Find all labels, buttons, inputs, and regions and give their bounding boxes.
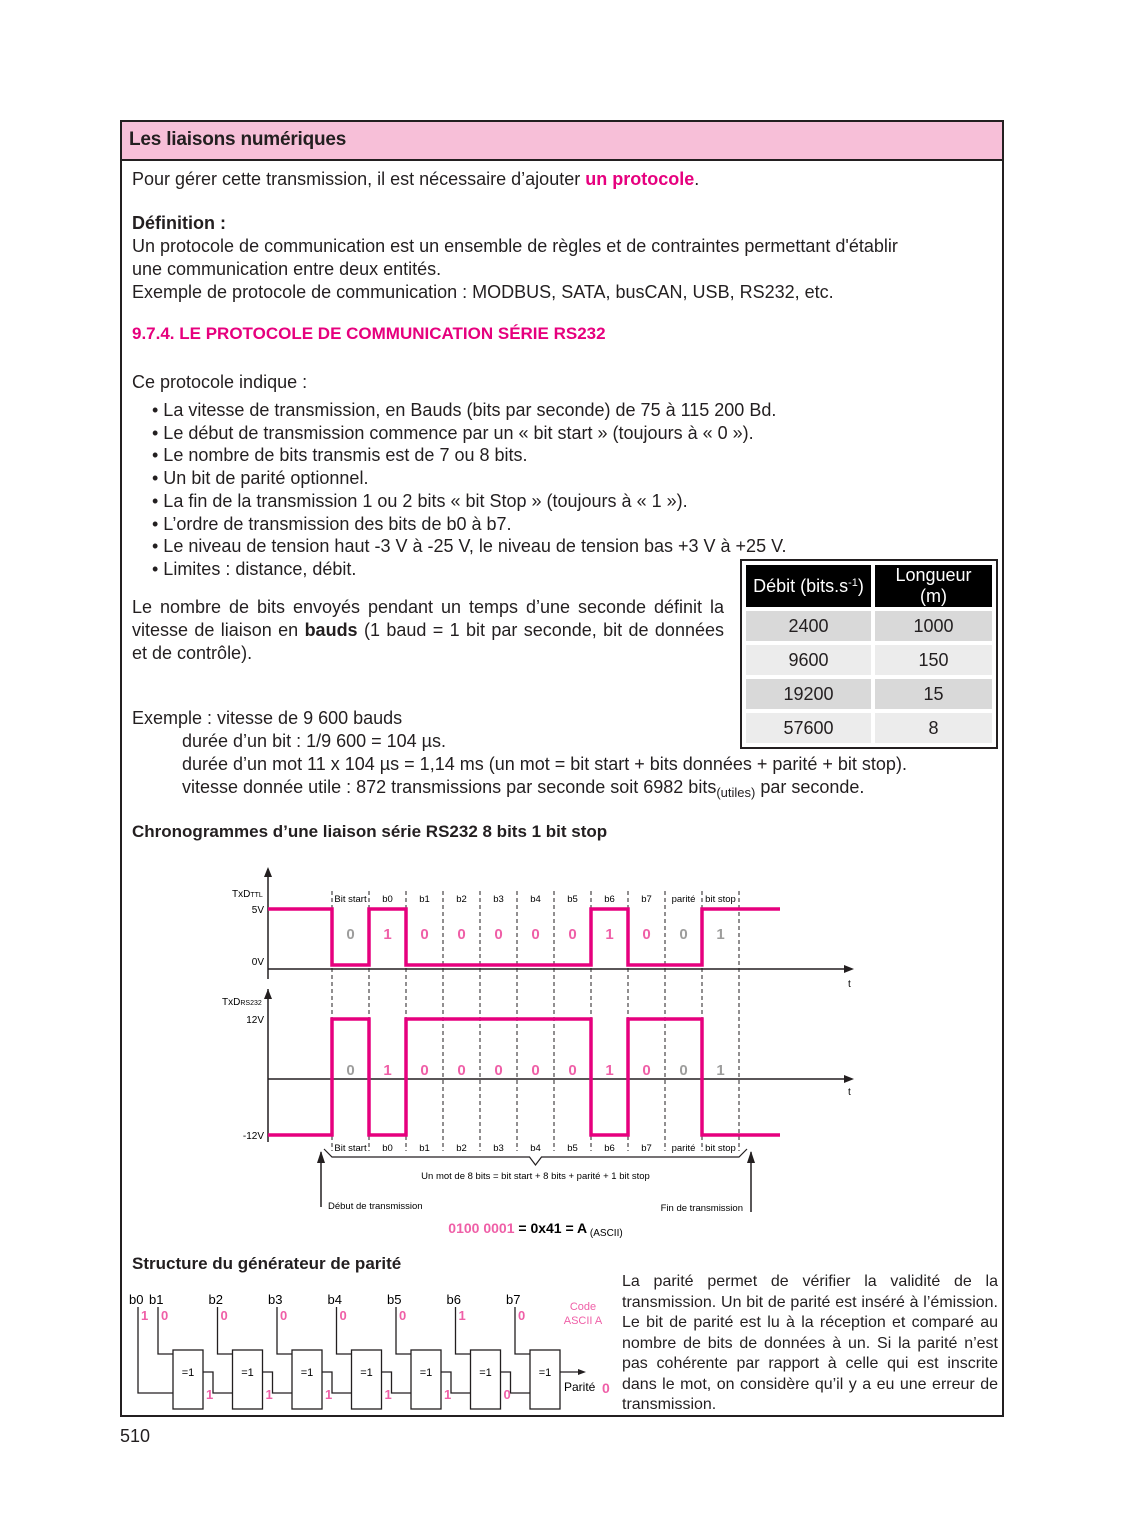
ttl-bit-value: 0 xyxy=(642,926,651,943)
parity-description: La parité permet de vérifier la validité de la transmission. Un bit de parité est inséré à l’émission. Le bit de parité est lu à la réception et comparé au nombre de bits de données à un. Si la parité n’est pas cohérente par rapport à celle qui est inscrite dans le mot, on considère qu’il y a eu une erreur de transmission. xyxy=(622,1273,998,1413)
timing-diagram xyxy=(212,867,872,1242)
slot-label-top: b2 xyxy=(456,894,467,905)
table-row xyxy=(746,713,992,743)
parity-intermediate-value: 1 xyxy=(265,1387,273,1402)
ttl-bit-value: 0 xyxy=(457,926,466,943)
end-arrow-icon xyxy=(747,1151,755,1163)
start-arrow-icon xyxy=(317,1151,325,1163)
example-line3-after: par seconde. xyxy=(755,777,865,797)
xor-gate-label: =1 xyxy=(360,1367,373,1379)
ttl-bit-value: 0 xyxy=(346,926,355,943)
ttl-bit-value: 1 xyxy=(605,926,614,943)
parity-input-value: 0 xyxy=(339,1308,347,1323)
ascii-code-line: 0100 0001 = 0x41 = A $_{(ASCII)}$ xyxy=(448,1220,623,1239)
definition-line: une communication entre deux entités. xyxy=(132,259,442,279)
xor-gate-label: =1 xyxy=(538,1367,552,1379)
xor-gate-label: =1 xyxy=(479,1367,492,1379)
header-rate-close: ) xyxy=(857,575,864,596)
table-row xyxy=(746,611,992,641)
slot-label-top: parité xyxy=(671,894,696,905)
parity-input-value: 1 xyxy=(458,1308,466,1323)
example-line: durée d’un bit : 1/9 600 = 104 µs. xyxy=(182,731,447,751)
rs-x-arrow-icon xyxy=(844,1075,854,1083)
parity-input-name: b0 xyxy=(129,1292,144,1307)
ttl-x-arrow-icon xyxy=(844,965,854,973)
definition-line: Exemple de protocole de communication : MODBUS, SATA, busCAN, USB, RS232, etc. xyxy=(132,282,834,302)
rs-bit-value: 0 xyxy=(568,1062,577,1079)
xor-gate-label: =1 xyxy=(300,1367,314,1379)
slot-label-top: b6 xyxy=(604,894,615,905)
parity-title: Structure du générateur de parité xyxy=(132,1254,402,1273)
slot-label-top: b3 xyxy=(493,894,504,905)
example-line3-sub: (utiles) xyxy=(716,785,756,800)
rs232-waveform xyxy=(268,1019,780,1135)
bullet-item: • La vitesse de transmission, en Bauds (bits par seconde) de 75 à 115 200 Bd. xyxy=(152,400,777,420)
slot-label-top: bit stop xyxy=(705,894,736,905)
example-line: durée d’un mot 11 x 104 µs = 1,14 ms (un mot = bit start + bits données + parité + bit stop). xyxy=(182,754,907,774)
parity-input-value: 1 xyxy=(141,1308,149,1323)
rs-bit-value: 0 xyxy=(642,1062,651,1079)
baud-text-after: (1 baud = 1 bit par seconde, bit de données et de contrôle). xyxy=(132,620,724,663)
slot-label-top: b5 xyxy=(567,894,578,905)
header-rate-text: Débit (bits.s xyxy=(753,575,849,596)
word-brace-label: Un mot de 8 bits = bit start + 8 bits + parité + 1 bit stop xyxy=(421,1171,650,1182)
parity-input-name: b4 xyxy=(327,1292,342,1307)
slot-label-bottom: b7 xyxy=(641,1143,652,1154)
parity-input-value: 0 xyxy=(280,1308,288,1323)
cell-length: 8 xyxy=(875,713,992,743)
protocol-bullet-list xyxy=(152,399,786,581)
rs-time-label: t xyxy=(848,1087,851,1098)
rs-signal-label: TxDRS232 xyxy=(222,997,262,1008)
rs-bit-value: 1 xyxy=(605,1062,614,1079)
slot-label-bottom: bit stop xyxy=(705,1143,736,1154)
parity-output-label: Parité xyxy=(564,1380,596,1394)
xor-gate xyxy=(292,1350,322,1409)
intro-text xyxy=(132,168,699,191)
xor-gate xyxy=(471,1350,501,1409)
baud-bold: bauds xyxy=(304,620,358,640)
cell-length: 150 xyxy=(875,645,992,675)
parity-input-value: 0 xyxy=(518,1308,526,1323)
code-ascii-label: ASCII A xyxy=(563,1315,603,1327)
header-title: Les liaisons numériques xyxy=(129,129,347,150)
ttl-waveform xyxy=(268,909,780,965)
xor-gate xyxy=(411,1350,441,1409)
ttl-bit-value: 0 xyxy=(531,926,540,943)
rs-bit-value: 0 xyxy=(679,1062,688,1079)
xor-gate xyxy=(352,1350,382,1409)
page-number: 510 xyxy=(120,1426,151,1446)
intro-text-after: . xyxy=(694,169,700,189)
rs-bit-value: 0 xyxy=(531,1062,540,1079)
slot-label-top: b0 xyxy=(382,894,393,905)
slot-label-bottom: b6 xyxy=(604,1143,615,1154)
section-header xyxy=(122,122,1002,161)
bullet-item: • Le début de transmission commence par un « bit start » (toujours à « 0 »). xyxy=(152,422,754,443)
parity-input-value: 0 xyxy=(220,1308,228,1323)
baud-text-before: Le nombre de bits envoyés pendant un temps d’une seconde définit la vitesse de liaison en xyxy=(132,597,724,640)
table-row xyxy=(746,679,992,709)
rs-bit-value: 0 xyxy=(346,1062,355,1079)
parity-intermediate-value: 1 xyxy=(444,1387,452,1402)
xor-gate xyxy=(530,1350,560,1409)
parity-intermediate-value: 0 xyxy=(503,1387,511,1402)
table-row xyxy=(746,645,992,675)
slot-label-bottom: b4 xyxy=(530,1143,541,1154)
slot-label-top: Bit start xyxy=(334,894,367,905)
parity-input-name: b6 xyxy=(446,1292,461,1307)
parity-input-value: 0 xyxy=(399,1308,407,1323)
ttl-bit-value: 1 xyxy=(716,926,725,943)
bullet-item: • La fin de la transmission 1 ou 2 bits « bit Stop » (toujours à « 1 »). xyxy=(152,490,688,511)
rs-bit-value: 1 xyxy=(383,1062,392,1079)
example-title: Exemple : vitesse de 9 600 bauds xyxy=(132,708,403,728)
definition-label: Définition : xyxy=(132,213,226,233)
start-label: Début de transmission xyxy=(328,1201,423,1212)
parity-input-name: b3 xyxy=(268,1292,283,1307)
slot-label-top: b7 xyxy=(641,894,652,905)
header-rate xyxy=(746,565,871,607)
parity-input-value: 0 xyxy=(161,1308,169,1323)
bullet-item: • Le nombre de bits transmis est de 7 ou 8 bits. xyxy=(152,445,528,466)
xor-gate-label: =1 xyxy=(419,1367,433,1379)
slot-label-top: b4 xyxy=(530,894,541,905)
definition-line: Un protocole de communication est un ensemble de règles et de contraintes permettant d'établir xyxy=(132,236,898,256)
cell-length: 15 xyxy=(875,679,992,709)
example-line3-before: vitesse donnée utile : 872 transmissions par seconde soit 6982 bits xyxy=(182,777,717,797)
ttl-bit-value: 1 xyxy=(383,926,392,943)
code-ascii-label: Code xyxy=(569,1301,597,1313)
xor-gate-label: =1 xyxy=(181,1367,195,1379)
rs-bit-value: 0 xyxy=(457,1062,466,1079)
cell-rate: 9600 xyxy=(746,645,871,675)
ttl-high-label: 5V xyxy=(251,905,264,916)
cell-rate: 57600 xyxy=(746,713,871,743)
example-line xyxy=(182,776,864,804)
ttl-bit-value: 0 xyxy=(568,926,577,943)
header-length: Longueur (m) xyxy=(875,565,992,607)
chrono-title: Chronogrammes d’une liaison série RS232 8 bits 1 bit stop xyxy=(132,822,608,841)
parity-generator-diagram xyxy=(127,1292,622,1412)
slot-label-bottom: b0 xyxy=(382,1143,393,1154)
parity-output-value: 0 xyxy=(602,1380,610,1396)
rates-table-header xyxy=(746,565,992,607)
ttl-y-arrow-icon xyxy=(264,867,272,877)
rs-high-label: 12V xyxy=(246,1015,264,1026)
baud-paragraph xyxy=(132,596,724,665)
rs-y-arrow-icon xyxy=(264,989,272,999)
parity-intermediate-value: 1 xyxy=(384,1387,392,1402)
content-box xyxy=(120,120,1004,1417)
bullet-item: • Un bit de parité optionnel. xyxy=(152,468,369,489)
slot-label-bottom: b5 xyxy=(567,1143,578,1154)
bullet-item: • Le niveau de tension haut -3 V à -25 V, le niveau de tension bas +3 V à +25 V. xyxy=(152,536,787,557)
ttl-bit-value: 0 xyxy=(679,926,688,943)
bullet-item: • Limites : distance, débit. xyxy=(152,558,357,579)
intro-text-before: Pour gérer cette transmission, il est nécessaire d’ajouter xyxy=(132,169,586,189)
cell-length: 1000 xyxy=(875,611,992,641)
slot-label-bottom: Bit start xyxy=(334,1143,367,1154)
parity-intermediate-value: 1 xyxy=(325,1387,333,1402)
rates-table xyxy=(740,559,998,749)
slot-label-bottom: parité xyxy=(671,1143,696,1154)
slot-label-top: b1 xyxy=(419,894,430,905)
slot-label-bottom: b3 xyxy=(493,1143,504,1154)
rs-bit-value: 0 xyxy=(420,1062,429,1079)
parity-input-name: b1 xyxy=(149,1292,164,1307)
xor-gate-label: =1 xyxy=(241,1367,254,1379)
slot-label-bottom: b1 xyxy=(419,1143,430,1154)
bullet-item: • L’ordre de transmission des bits de b0 à b7. xyxy=(152,513,512,534)
rs-bit-value: 0 xyxy=(494,1062,503,1079)
xor-gate xyxy=(173,1350,203,1409)
intro-highlight: un protocole xyxy=(585,169,695,189)
rs-bit-value: 1 xyxy=(716,1062,725,1079)
ttl-low-label: 0V xyxy=(251,957,264,968)
header-rate-sup: -1 xyxy=(848,576,858,589)
parity-input-name: b7 xyxy=(506,1292,521,1307)
parity-output-arrow-icon xyxy=(578,1369,586,1375)
parity-intermediate-value: 1 xyxy=(206,1387,214,1402)
slot-label-bottom: b2 xyxy=(456,1143,467,1154)
xor-gate xyxy=(233,1350,263,1409)
ttl-signal-label: TxDTTL xyxy=(232,889,263,900)
protocol-intro: Ce protocole indique : xyxy=(132,372,308,392)
ttl-time-label: t xyxy=(848,979,851,990)
section-title: 9.7.4. LE PROTOCOLE DE COMMUNICATION SÉRIE RS232 xyxy=(132,324,606,343)
parity-input-name: b2 xyxy=(208,1292,223,1307)
ttl-bit-value: 0 xyxy=(420,926,429,943)
ttl-bit-value: 0 xyxy=(494,926,503,943)
rs-low-label: -12V xyxy=(242,1131,264,1142)
parity-input-name: b5 xyxy=(387,1292,402,1307)
end-label: Fin de transmission xyxy=(660,1203,743,1214)
cell-rate: 19200 xyxy=(746,679,871,709)
cell-rate: 2400 xyxy=(746,611,871,641)
